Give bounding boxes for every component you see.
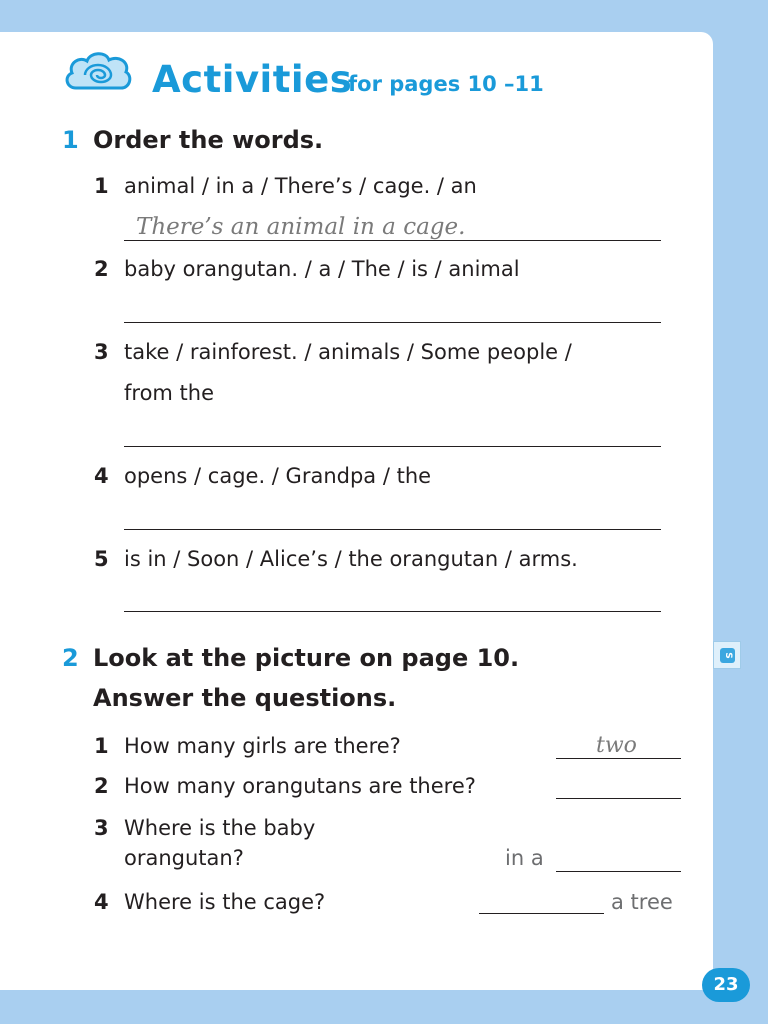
- ex1-item-4-prompt: opens / cage. / Grandpa / the: [124, 464, 432, 488]
- ex1-item-3-prompt-line1: take / rainforest. / animals / Some people /: [124, 340, 572, 364]
- ex1-item-1-answer-line[interactable]: [124, 240, 661, 241]
- ex2-item-2-number: 2: [94, 774, 109, 798]
- page-number: 23: [702, 968, 750, 1002]
- ex1-item-2-answer-line[interactable]: [124, 322, 661, 323]
- exercise-1-number: 1: [62, 126, 79, 154]
- page-title: Activities: [152, 58, 353, 101]
- exercise-1-instruction: Order the words.: [93, 126, 324, 154]
- ex2-item-1-answer: two: [596, 733, 637, 758]
- ex1-item-1-prompt: animal / in a / There’s / cage. / an: [124, 174, 477, 198]
- ex2-item-1-answer-line[interactable]: [556, 758, 681, 759]
- exercise-2-instruction-line1: Look at the picture on page 10.: [93, 644, 520, 672]
- ex2-item-1-question: How many girls are there?: [124, 734, 401, 758]
- side-tab-label: S: [720, 648, 735, 663]
- ex1-item-2-prompt: baby orangutan. / a / The / is / animal: [124, 257, 520, 281]
- ex2-item-3-prefix: in a: [505, 846, 544, 870]
- ex1-item-3-number: 3: [94, 340, 109, 364]
- ex2-item-3-question-line2: orangutan?: [124, 846, 244, 870]
- ex1-item-5-answer-line[interactable]: [124, 611, 661, 612]
- ex2-item-2-answer-line[interactable]: [556, 798, 681, 799]
- ex1-item-1-answer: There’s an animal in a cage.: [136, 214, 466, 240]
- ex2-item-3-answer-line[interactable]: [556, 871, 681, 872]
- ex2-item-4-question: Where is the cage?: [124, 890, 326, 914]
- ex1-item-3-answer-line[interactable]: [124, 446, 661, 447]
- ex1-item-1-number: 1: [94, 174, 109, 198]
- ex1-item-2-number: 2: [94, 257, 109, 281]
- ex1-item-5-number: 5: [94, 547, 109, 571]
- ex2-item-4-suffix: a tree: [611, 890, 673, 914]
- cloud-swirl-icon: [62, 48, 134, 100]
- ex2-item-4-number: 4: [94, 890, 109, 914]
- ex2-item-1-number: 1: [94, 734, 109, 758]
- page-subtitle: for pages 10 –11: [348, 72, 544, 96]
- ex2-item-2-question: How many orangutans are there?: [124, 774, 476, 798]
- exercise-2-number: 2: [62, 644, 79, 672]
- exercise-2-instruction-line2: Answer the questions.: [93, 684, 397, 712]
- ex2-item-3-question-line1: Where is the baby: [124, 816, 316, 840]
- side-tab[interactable]: [713, 641, 741, 669]
- ex1-item-4-answer-line[interactable]: [124, 529, 661, 530]
- ex2-item-3-number: 3: [94, 816, 109, 840]
- ex1-item-4-number: 4: [94, 464, 109, 488]
- ex1-item-5-prompt: is in / Soon / Alice’s / the orangutan / arms.: [124, 547, 578, 571]
- ex1-item-3-prompt-line2: from the: [124, 381, 215, 405]
- ex2-item-4-answer-line[interactable]: [479, 913, 604, 914]
